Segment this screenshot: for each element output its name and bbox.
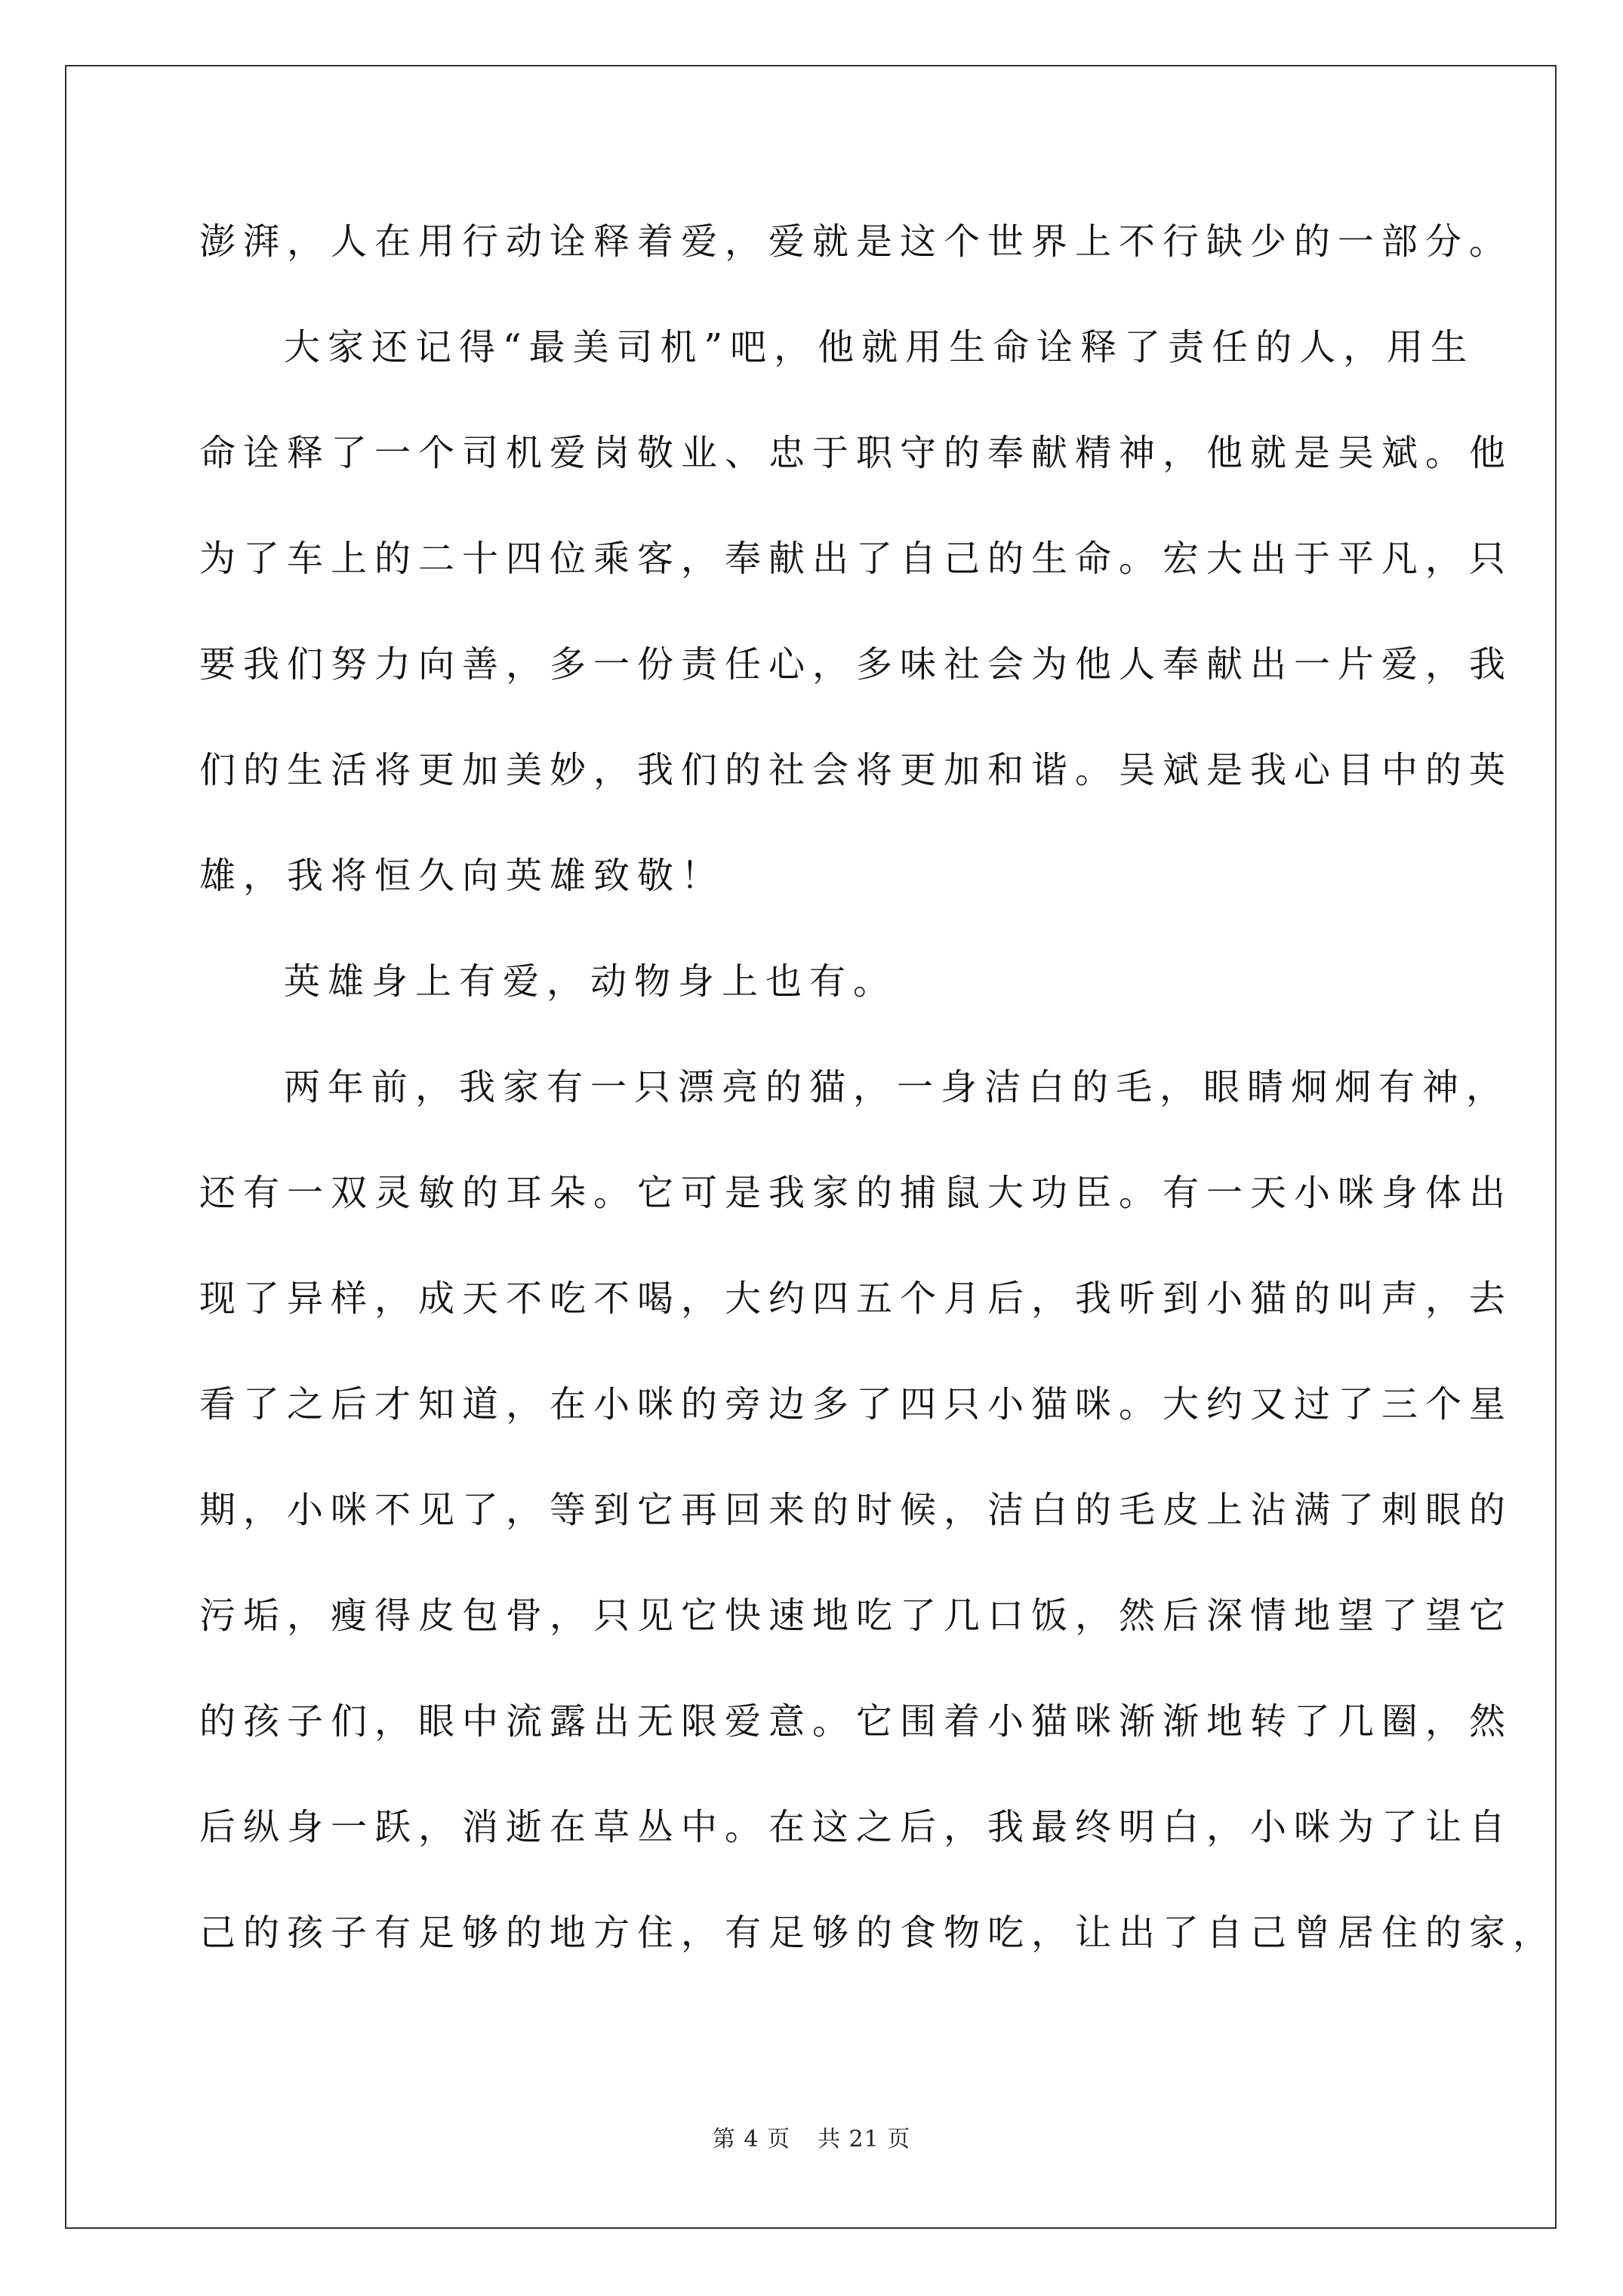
text-line: 现了异样，成天不吃不喝，大约四五个月后，我听到小猫的叫声，去	[199, 1277, 1514, 1320]
text-line: 英雄身上有爱，动物身上也有。	[284, 960, 898, 1003]
text-line: 澎湃，人在用行动诠释着爱，爱就是这个世界上不行缺少的一部分。	[199, 220, 1514, 263]
text-line: 的孩子们，眼中流露出无限爱意。它围着小猫咪渐渐地转了几圈，然	[199, 1700, 1514, 1743]
text-line: 两年前，我家有一只漂亮的猫，一身洁白的毛，眼睛炯炯有神，	[284, 1066, 1511, 1108]
text-line: 期，小咪不见了，等到它再回来的时候，洁白的毛皮上沾满了刺眼的	[199, 1489, 1514, 1531]
text-line: 还有一双灵敏的耳朵。它可是我家的捕鼠大功臣。有一天小咪身体出	[199, 1172, 1514, 1214]
text-line: 要我们努力向善，多一份责任心，多味社会为他人奉献出一片爱，我	[199, 643, 1514, 686]
text-line: 后纵身一跃，消逝在草丛中。在这之后，我最终明白，小咪为了让自	[199, 1806, 1514, 1848]
text-line: 为了车上的二十四位乘客，奉献出了自己的生命。宏大出于平凡，只	[199, 538, 1514, 580]
text-line: 们的生活将更加美妙，我们的社会将更加和谐。吴斌是我心目中的英	[199, 749, 1514, 791]
page-footer	[0, 2120, 1623, 2153]
page-total: 共 21 页	[817, 2126, 911, 2153]
text-line: 己的孩子有足够的地方住，有足够的食物吃，让出了自己曾居住的家，	[199, 1912, 1557, 1954]
text-line: 命诠释了一个司机爱岗敬业、忠于职守的奉献精神，他就是吴斌。他	[199, 432, 1514, 474]
page-number: 第 4 页	[712, 2126, 790, 2153]
text-line: 看了之后才知道，在小咪的旁边多了四只小猫咪。大约又过了三个星	[199, 1383, 1514, 1425]
text-line: 大家还记得“最美司机”吧，他就用生命诠释了责任的人，用生	[284, 326, 1475, 368]
text-line: 污垢，瘦得皮包骨，只见它快速地吃了几口饭，然后深情地望了望它	[199, 1595, 1514, 1637]
document-body	[199, 189, 1557, 1986]
text-line: 雄，我将恒久向英雄致敬！	[199, 855, 725, 897]
